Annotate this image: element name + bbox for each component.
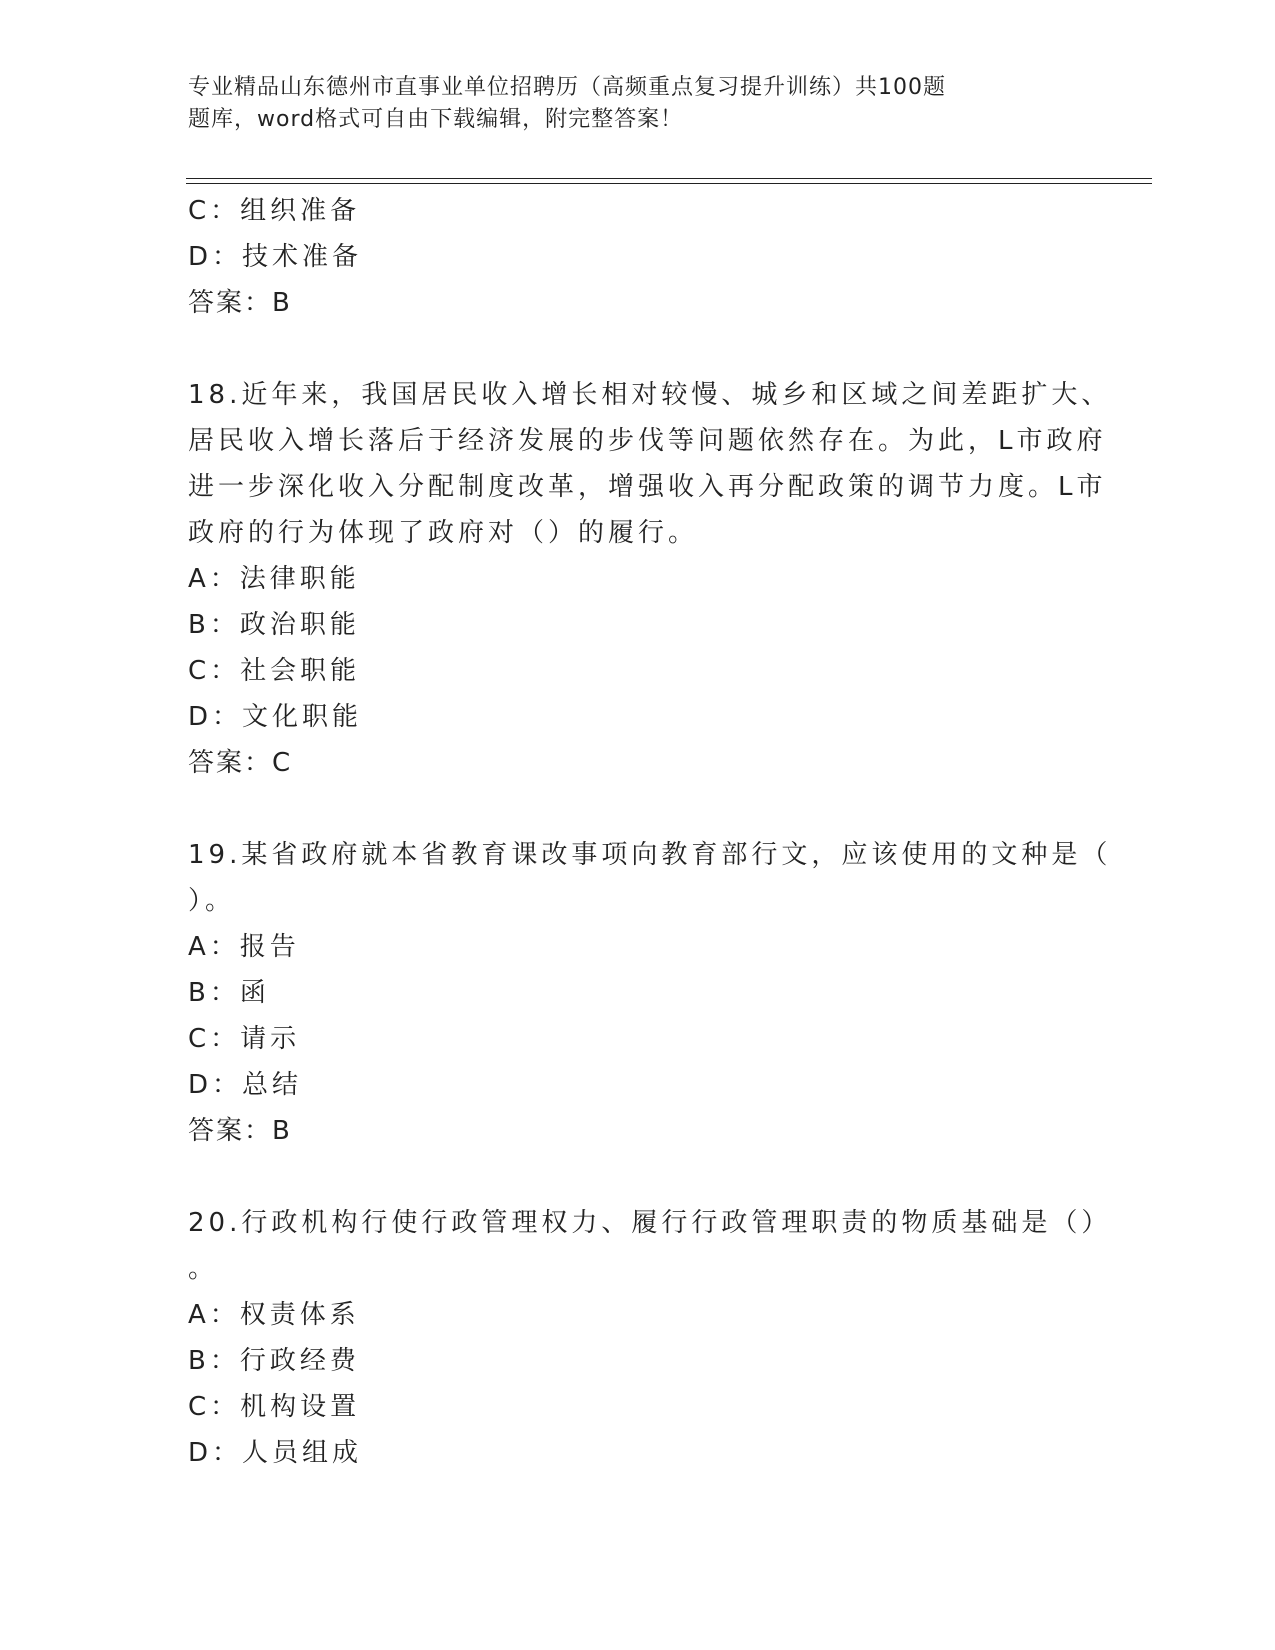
option-c: C：机构设置 [188, 1392, 361, 1422]
question-text-line: 进一步深化收入分配制度改革，增强收入再分配政策的调节力度。L市 [188, 472, 1107, 502]
question-text-line: ）。 [188, 886, 236, 916]
answer-line: 答案：B [188, 288, 292, 318]
option-b: B：政治职能 [188, 610, 360, 640]
option-c: C：组织准备 [188, 196, 361, 226]
question-text-line: 政府的行为体现了政府对（）的履行。 [188, 518, 699, 548]
option-a: A：权责体系 [188, 1300, 360, 1330]
option-d: D：总结 [188, 1070, 303, 1100]
option-a: A：法律职能 [188, 564, 360, 594]
option-a: A：报告 [188, 932, 300, 962]
question-20 [188, 1200, 1112, 1476]
header-line-2: 题库，word格式可自由下载编辑，附完整答案！ [188, 107, 684, 132]
question-19 [188, 832, 1112, 1154]
question-text-line: 20.行政机构行使行政管理权力、履行行政管理职责的物质基础是（） [188, 1208, 1112, 1238]
question-list [188, 188, 1112, 1476]
option-c: C：请示 [188, 1024, 301, 1054]
option-d: D：技术准备 [188, 242, 363, 272]
answer-line: 答案：B [188, 1116, 292, 1146]
question-17-tail [188, 188, 1088, 326]
spacer [188, 326, 1088, 372]
question-text-line: 18.近年来，我国居民收入增长相对较慢、城乡和区域之间差距扩大、 [188, 380, 1112, 410]
header-line-1: 专业精品山东德州市直事业单位招聘历（高频重点复习提升训练）共100题 [188, 75, 946, 100]
option-b: B：函 [188, 978, 270, 1008]
option-d: D：人员组成 [188, 1438, 363, 1468]
question-text-line: 居民收入增长落后于经济发展的步伐等问题依然存在。为此，L市政府 [188, 426, 1107, 456]
option-c: C：社会职能 [188, 656, 361, 686]
question-text-line: 。 [188, 1254, 219, 1284]
answer-line: 答案：C [188, 748, 293, 778]
option-d: D：文化职能 [188, 702, 363, 732]
spacer [188, 1154, 1088, 1200]
header-divider-top [186, 178, 1152, 179]
header-divider-bottom [186, 183, 1152, 184]
document-header [188, 72, 1088, 136]
option-b: B：行政经费 [188, 1346, 360, 1376]
question-18 [188, 372, 1112, 786]
question-text-line: 19.某省政府就本省教育课改事项向教育部行文，应该使用的文种是（ [188, 840, 1112, 870]
spacer [188, 786, 1088, 832]
